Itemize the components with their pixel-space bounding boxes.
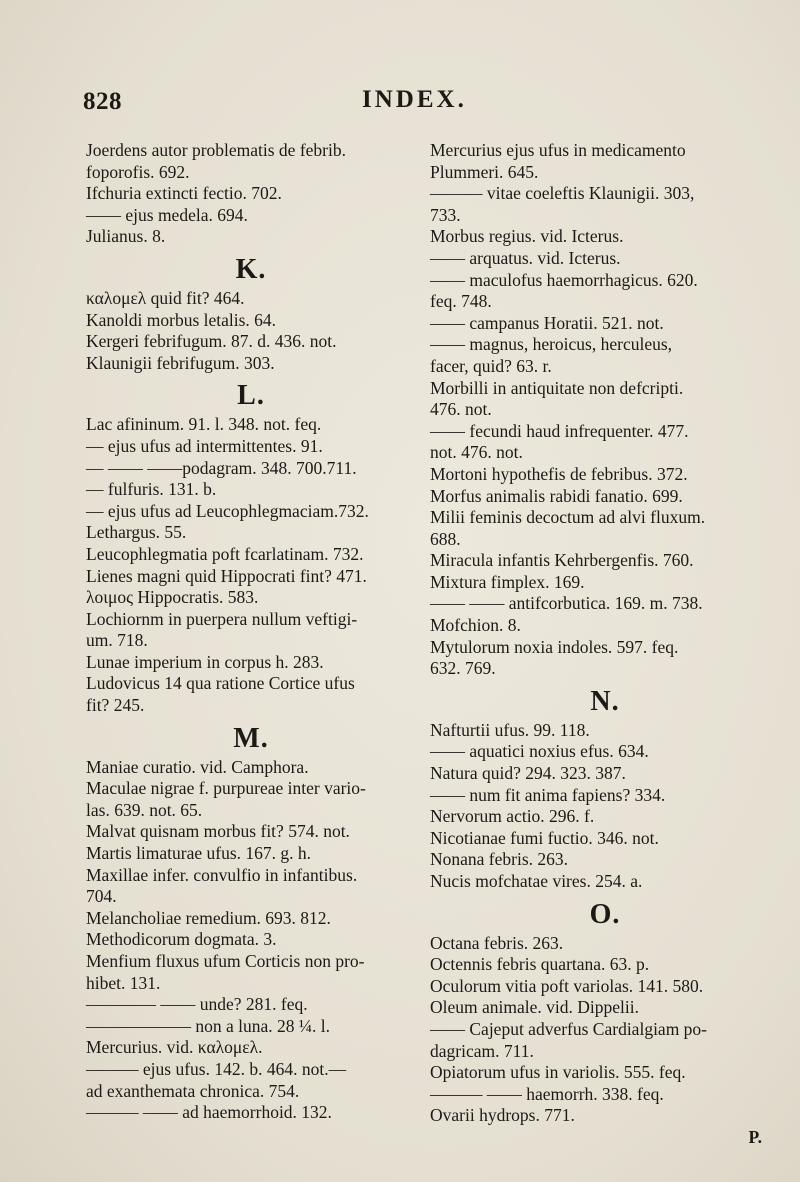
- index-entry: ——— —— ad haemorrhoid. 132.: [86, 1102, 332, 1123]
- index-entry: Ludovicus 14 qua ratione Cortice ufus: [86, 673, 355, 694]
- index-entry: — —— ——podagram. 348. 700.711.: [86, 457, 357, 478]
- index-entry: Nucis mofchatae vires. 254. a.: [430, 871, 643, 891]
- catchword: P.: [748, 1126, 762, 1147]
- index-entry: Kergeri febrifugum. 87. d. 436. not.: [86, 331, 337, 352]
- section-letter: L.: [237, 380, 265, 412]
- section-letter: N.: [590, 685, 620, 717]
- right-column: [430, 140, 780, 1149]
- index-entry: ad exanthemata chronica. 754.: [86, 1080, 300, 1101]
- index-entry: Lochiornm in puerpera nullum veftigi-: [86, 608, 358, 629]
- index-entry: Milii feminis decoctum ad alvi fluxum.: [430, 507, 706, 528]
- index-entry: Maniae curatio. vid. Camphora.: [86, 756, 309, 777]
- index-entry: —— maculofus haemorrhagicus. 620.: [430, 269, 698, 290]
- index-entry: Mofchion. 8.: [430, 615, 521, 636]
- index-entry: Leucophlegmatia poft fcarlatinam. 732.: [86, 543, 364, 564]
- index-entry: ——— —— haemorrh. 338. feq.: [430, 1083, 664, 1104]
- index-entry: Mercurius. vid. καλομελ.: [86, 1037, 263, 1058]
- index-entry: Plummeri. 645.: [430, 161, 539, 182]
- index-entry: Opiatorum ufus in variolis. 555. feq.: [430, 1062, 686, 1083]
- index-entry: 632. 769.: [430, 658, 496, 679]
- index-entry: Klaunigii febrifugum. 303.: [86, 352, 275, 373]
- index-entry: —— arquatus. vid. Icterus.: [430, 247, 621, 268]
- index-entry: —— num fit anima fapiens? 334.: [430, 784, 666, 805]
- index-entry: Maxillae infer. convulfio in infantibus.: [86, 864, 358, 885]
- index-entry: — fulfuris. 131. b.: [86, 479, 217, 500]
- index-entry: —— campanus Horatii. 521. not.: [430, 312, 664, 333]
- index-entry: — ejus ufus ad intermittentes. 91.: [86, 435, 323, 456]
- index-entry: Joerdens autor problematis de febrib.: [86, 140, 346, 160]
- index-entry: um. 718.: [86, 630, 148, 651]
- index-entry: Oleum animale. vid. Dippelii.: [430, 997, 639, 1018]
- page-number: 828: [83, 88, 122, 115]
- index-entry: Lethargus. 55.: [86, 522, 187, 543]
- index-entry: Ifchuria extincti fectio. 702.: [86, 183, 282, 204]
- index-entry: 704.: [86, 886, 117, 907]
- index-entry: 688.: [430, 528, 461, 549]
- section-letter: M.: [233, 722, 269, 754]
- index-entry: —— aquatici noxius efus. 634.: [430, 741, 649, 762]
- index-entry: foporofis. 692.: [86, 161, 190, 182]
- left-column: [86, 140, 416, 1124]
- index-entry: Morbilli in antiquitate non defcripti.: [430, 377, 684, 398]
- index-entry: Methodicorum dogmata. 3.: [86, 929, 277, 950]
- index-entry: dagricam. 711.: [430, 1040, 534, 1061]
- index-entry: Octana febris. 263.: [430, 932, 564, 953]
- index-entry: Menfium fluxus ufum Corticis non pro-: [86, 951, 365, 971]
- index-entry: Octennis febris quartana. 63. p.: [430, 954, 650, 975]
- index-entry: —— ejus medela. 694.: [86, 204, 248, 225]
- index-entry: Morfus animalis rabidi fanatio. 699.: [430, 485, 683, 506]
- index-entry: Maculae nigrae f. purpureae inter vario-: [86, 778, 366, 799]
- index-entry: not. 476. not.: [430, 442, 523, 463]
- index-entry: 476. not.: [430, 399, 492, 420]
- index-entry: — ejus ufus ad Leucophlegmaciam.732.: [86, 500, 369, 521]
- index-entry: Lienes magni quid Hippocrati fint? 471.: [86, 565, 367, 586]
- index-entry: Melancholiae remedium. 693. 812.: [86, 907, 331, 928]
- index-entry: Morbus regius. vid. Icterus.: [430, 226, 624, 247]
- index-entry: Nervorum actio. 296. f.: [430, 806, 595, 827]
- index-entry: —— Cajeput adverfus Cardialgiam po-: [430, 1018, 708, 1039]
- index-entry: hibet. 131.: [86, 972, 161, 993]
- index-entry: feq. 748.: [430, 291, 492, 312]
- index-entry: las. 639. not. 65.: [86, 799, 203, 820]
- page-title: INDEX.: [362, 86, 467, 113]
- index-entry: Nonana febris. 263.: [430, 849, 569, 870]
- index-entry: ——— vitae coeleftis Klaunigii. 303,: [430, 183, 695, 204]
- index-entry: Mercurius ejus ufus in medicamento: [430, 140, 686, 160]
- index-entry: —— fecundi haud infrequenter. 477.: [430, 420, 689, 441]
- index-entry: fit? 245.: [86, 695, 145, 716]
- index-entry: ———— —— unde? 281. feq.: [86, 994, 308, 1015]
- index-entry: Mortoni hypothefis de febribus. 372.: [430, 463, 688, 484]
- index-entry: ——— ejus ufus. 142. b. 464. not.—: [86, 1058, 347, 1079]
- index-entry: Ovarii hydrops. 771.: [430, 1105, 575, 1126]
- index-entry: Nafturtii ufus. 99. 118.: [430, 719, 590, 740]
- index-entry: καλομελ quid fit? 464.: [86, 287, 245, 308]
- index-entry: λοιμος Hippocratis. 583.: [86, 587, 259, 608]
- index-entry: Malvat quisnam morbus fit? 574. not.: [86, 821, 350, 842]
- index-entry: —— magnus, heroicus, herculeus,: [430, 334, 673, 355]
- index-entry: Julianus. 8.: [86, 226, 166, 247]
- index-entry: Oculorum vitia poft variolas. 141. 580.: [430, 975, 704, 996]
- section-letter: K.: [235, 253, 267, 285]
- index-entry: Martis limaturae ufus. 167. g. h.: [86, 843, 312, 864]
- index-entry: Lac afininum. 91. l. 348. not. feq.: [86, 414, 322, 435]
- section-letter: O.: [589, 898, 621, 930]
- index-entry: facer, quid? 63. r.: [430, 355, 552, 376]
- index-entry: Nicotianae fumi fuctio. 346. not.: [430, 827, 659, 848]
- index-entry: 733.: [430, 204, 461, 225]
- index-entry: Mixtura fimplex. 169.: [430, 571, 585, 592]
- index-entry: —————— non a luna. 28 ¼. l.: [86, 1015, 331, 1036]
- index-entry: —— —— antifcorbutica. 169. m. 738.: [430, 593, 703, 614]
- index-entry: Kanoldi morbus letalis. 64.: [86, 309, 277, 330]
- index-entry: Mytulorum noxia indoles. 597. feq.: [430, 636, 679, 657]
- index-entry: Lunae imperium in corpus h. 283.: [86, 651, 324, 672]
- index-entry: Miracula infantis Kehrbergenfis. 760.: [430, 550, 694, 571]
- index-entry: Natura quid? 294. 323. 387.: [430, 763, 626, 784]
